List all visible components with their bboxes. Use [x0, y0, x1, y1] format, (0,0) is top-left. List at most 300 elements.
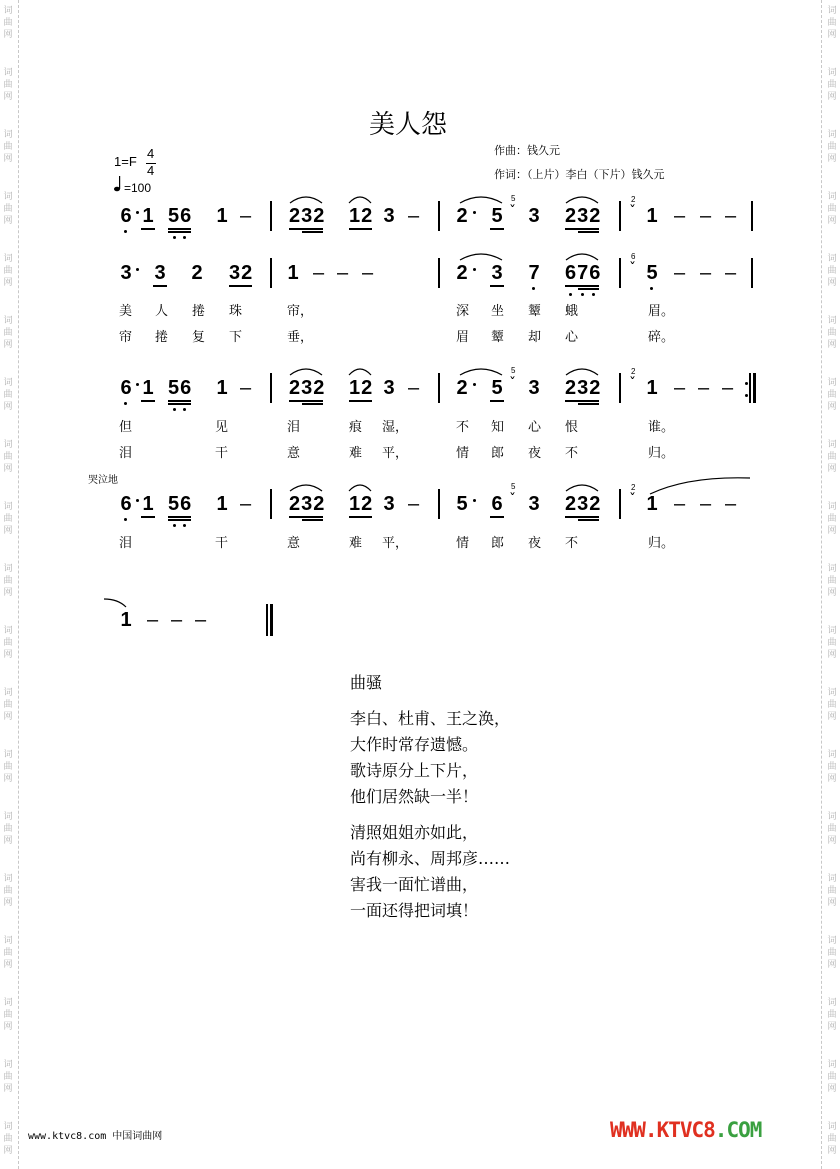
- watermark-glyph: 曲: [827, 18, 837, 28]
- lyric: 痕: [349, 420, 363, 435]
- key-signature: 1=F: [114, 154, 137, 169]
- hold-dash: –: [674, 493, 686, 515]
- hold-dash: –: [195, 609, 207, 631]
- watermark-glyph: 网: [827, 588, 837, 598]
- watermark-glyph: 曲: [827, 576, 837, 586]
- watermark-glyph: 曲: [3, 514, 13, 524]
- watermark-glyph: 词: [827, 874, 837, 884]
- lyric: 蛾: [565, 304, 579, 319]
- note-group: 56: [168, 205, 193, 227]
- eighth-underline: [490, 228, 504, 230]
- watermark-glyph: 曲: [3, 452, 13, 462]
- lyric: 捲: [192, 304, 206, 319]
- low-octave-dot: [592, 293, 595, 296]
- song-title: 美人怨: [368, 110, 447, 140]
- sixteenth-underline: [578, 231, 599, 233]
- hold-dash: –: [725, 493, 737, 515]
- lyric: 捲: [155, 330, 169, 345]
- eighth-underline: [168, 228, 191, 230]
- hold-dash: –: [408, 493, 420, 515]
- logo-suffix: .COM: [714, 1118, 762, 1142]
- lyric: 夜: [528, 536, 542, 551]
- watermark-glyph: 曲: [827, 80, 837, 90]
- note: 1: [120, 609, 132, 631]
- note: 3: [528, 493, 540, 515]
- watermark-glyph: 曲: [827, 700, 837, 710]
- watermark-glyph: 网: [827, 650, 837, 660]
- footer-logo: [610, 1118, 761, 1142]
- note: 1: [216, 377, 228, 399]
- lyric: 情: [456, 536, 470, 551]
- grace-note: 5: [511, 482, 516, 491]
- note: 2: [456, 262, 468, 284]
- hold-dash: –: [147, 609, 159, 631]
- watermark-glyph: 词: [827, 564, 837, 574]
- barline: [751, 201, 753, 231]
- poem-heading: 曲骚: [350, 673, 383, 692]
- poem-line: 害我一面忙谱曲，: [350, 875, 479, 894]
- eighth-underline: [141, 400, 155, 402]
- lyric: 心: [528, 420, 542, 435]
- augmentation-dot: [136, 211, 139, 214]
- lyric: 下: [229, 330, 243, 345]
- augmentation-dot: [136, 268, 139, 271]
- eighth-underline: [168, 516, 191, 518]
- eighth-underline: [565, 516, 599, 518]
- lyric: 颦: [528, 304, 542, 319]
- watermark-glyph: 曲: [827, 886, 837, 896]
- hold-dash: –: [674, 377, 686, 399]
- watermark-glyph: 网: [827, 526, 837, 536]
- watermark-glyph: 网: [827, 836, 837, 846]
- watermark-glyph: 网: [3, 216, 13, 226]
- right-watermark-strip: [821, 0, 840, 1169]
- watermark-glyph: 曲: [827, 328, 837, 338]
- note: 3: [528, 377, 540, 399]
- hold-dash: –: [240, 493, 252, 515]
- low-octave-dot: [124, 402, 127, 405]
- barline: [438, 489, 440, 519]
- lyric: 夜: [528, 446, 542, 461]
- note: 3: [528, 205, 540, 227]
- watermark-glyph: 网: [3, 92, 13, 102]
- eighth-underline: [349, 516, 372, 518]
- watermark-glyph: 词: [827, 254, 837, 264]
- watermark-glyph: 词: [827, 936, 837, 946]
- slur: [347, 481, 373, 493]
- watermark-glyph: 词: [827, 626, 837, 636]
- watermark-glyph: 词: [827, 6, 837, 16]
- watermark-glyph: 曲: [827, 390, 837, 400]
- hold-dash: –: [408, 205, 420, 227]
- lyric: 深: [456, 304, 470, 319]
- eighth-underline: [289, 228, 323, 230]
- watermark-glyph: 网: [827, 340, 837, 350]
- note-group: 232: [289, 377, 326, 399]
- eighth-underline: [153, 285, 167, 287]
- lyric: 恨: [565, 420, 579, 435]
- hold-dash: –: [240, 205, 252, 227]
- note: 6: [120, 205, 132, 227]
- note-group: 676: [565, 262, 602, 284]
- note: 3: [491, 262, 503, 284]
- watermark-glyph: 网: [3, 960, 13, 970]
- lyric: 意: [287, 446, 301, 461]
- hold-dash: –: [171, 609, 183, 631]
- lyric: 难: [349, 536, 363, 551]
- barline: [438, 373, 440, 403]
- watermark-glyph: 网: [827, 154, 837, 164]
- augmentation-dot: [473, 211, 476, 214]
- sixteenth-underline: [168, 403, 191, 405]
- note: 1: [646, 493, 658, 515]
- lyric: 泪: [119, 446, 133, 461]
- watermark-glyph: 词: [827, 688, 837, 698]
- repeat-dot: [745, 394, 748, 397]
- note: 6: [120, 493, 132, 515]
- watermark-glyph: 曲: [3, 638, 13, 648]
- watermark-glyph: 曲: [3, 700, 13, 710]
- low-octave-dot: [183, 524, 186, 527]
- watermark-glyph: 网: [827, 278, 837, 288]
- lyric: 人: [155, 304, 169, 319]
- slur: [288, 193, 324, 205]
- watermark-glyph: 曲: [827, 1134, 837, 1144]
- watermark-glyph: 词: [3, 316, 13, 326]
- slur: [564, 365, 600, 377]
- slur: [458, 193, 504, 205]
- eighth-underline: [141, 228, 155, 230]
- note: 3: [154, 262, 166, 284]
- note: 1: [646, 377, 658, 399]
- eighth-underline: [289, 400, 323, 402]
- watermark-glyph: 曲: [3, 948, 13, 958]
- watermark-glyph: 网: [3, 836, 13, 846]
- watermark-glyph: 词: [827, 998, 837, 1008]
- watermark-glyph: 曲: [3, 328, 13, 338]
- hold-dash: –: [722, 377, 734, 399]
- watermark-glyph: 词: [3, 1122, 13, 1132]
- lyric: 珠: [229, 304, 243, 319]
- watermark-glyph: 曲: [3, 142, 13, 152]
- barline: [438, 258, 440, 288]
- watermark-glyph: 词: [3, 68, 13, 78]
- note: 2: [456, 377, 468, 399]
- watermark-glyph: 网: [827, 960, 837, 970]
- watermark-glyph: 网: [827, 898, 837, 908]
- grace-slur-icon: ˇ: [509, 376, 516, 392]
- lyric: 干: [215, 446, 229, 461]
- hold-dash: –: [698, 377, 710, 399]
- watermark-glyph: 网: [3, 340, 13, 350]
- watermark-glyph: 网: [827, 1022, 837, 1032]
- lyric: 郎: [491, 536, 505, 551]
- watermark-glyph: 词: [3, 254, 13, 264]
- grace-note: 2: [631, 483, 636, 492]
- eighth-underline: [565, 400, 599, 402]
- eighth-underline: [141, 516, 155, 518]
- note: 1: [646, 205, 658, 227]
- grace-slur-icon: ˇ: [629, 204, 636, 220]
- lyric: 知: [491, 420, 505, 435]
- grace-slur-icon: ˇ: [629, 261, 636, 277]
- barline: [270, 201, 272, 231]
- watermark-glyph: 词: [827, 812, 837, 822]
- watermark-glyph: 词: [827, 192, 837, 202]
- note-group: 232: [565, 493, 602, 515]
- hold-dash: –: [362, 262, 374, 284]
- watermark-glyph: 网: [3, 154, 13, 164]
- watermark-glyph: 词: [3, 874, 13, 884]
- eighth-underline: [289, 516, 323, 518]
- barline: [270, 489, 272, 519]
- slur: [564, 193, 600, 205]
- lyric: 干: [215, 536, 229, 551]
- note: 1: [142, 205, 154, 227]
- sixteenth-underline: [302, 403, 323, 405]
- eighth-underline: [490, 285, 504, 287]
- note-group: 12: [349, 205, 374, 227]
- hold-dash: –: [725, 205, 737, 227]
- grace-slur-icon: ˇ: [509, 492, 516, 508]
- note-group: 232: [565, 377, 602, 399]
- watermark-glyph: 词: [3, 192, 13, 202]
- watermark-glyph: 词: [3, 378, 13, 388]
- lyric: 不: [565, 446, 579, 461]
- lyric: 心: [565, 330, 579, 345]
- low-octave-dot: [173, 524, 176, 527]
- watermark-glyph: 网: [3, 774, 13, 784]
- lyric: 不: [565, 536, 579, 551]
- watermark-glyph: 曲: [3, 18, 13, 28]
- watermark-glyph: 曲: [827, 142, 837, 152]
- lyric: 颦: [491, 330, 505, 345]
- logo-prefix: WWW.: [610, 1118, 657, 1142]
- sixteenth-underline: [578, 288, 599, 290]
- watermark-glyph: 曲: [827, 514, 837, 524]
- eighth-underline: [349, 400, 372, 402]
- eighth-underline: [490, 400, 504, 402]
- low-octave-dot: [569, 293, 572, 296]
- watermark-glyph: 词: [827, 130, 837, 140]
- watermark-glyph: 曲: [3, 80, 13, 90]
- watermark-glyph: 词: [3, 1060, 13, 1070]
- lyric: 不: [456, 420, 470, 435]
- watermark-glyph: 词: [827, 502, 837, 512]
- watermark-glyph: 网: [827, 1146, 837, 1156]
- watermark-glyph: 词: [3, 688, 13, 698]
- watermark-glyph: 词: [827, 316, 837, 326]
- grace-note: 6: [631, 252, 636, 261]
- sixteenth-underline: [578, 519, 599, 521]
- lyric: 见: [215, 420, 229, 435]
- watermark-glyph: 曲: [3, 886, 13, 896]
- poem-line: 一面还得把词填！: [350, 901, 479, 920]
- hold-dash: –: [408, 377, 420, 399]
- watermark-glyph: 词: [3, 998, 13, 1008]
- watermark-glyph: 曲: [3, 1134, 13, 1144]
- poem-line: 他们居然缺一半！: [350, 787, 479, 806]
- watermark-glyph: 词: [3, 936, 13, 946]
- barline: [619, 489, 621, 519]
- watermark-glyph: 词: [3, 626, 13, 636]
- slur: [347, 365, 373, 377]
- low-octave-dot: [581, 293, 584, 296]
- slur: [458, 365, 504, 377]
- note-group: 232: [289, 205, 326, 227]
- sixteenth-underline: [168, 231, 191, 233]
- slur: [564, 250, 600, 262]
- augmentation-dot: [473, 499, 476, 502]
- eighth-underline: [168, 400, 191, 402]
- watermark-glyph: 词: [827, 1060, 837, 1070]
- composer-credit: 作曲：钱久元: [494, 144, 560, 157]
- final-barline: [270, 604, 273, 636]
- poem-line: 大作时常存遗憾。: [350, 735, 479, 754]
- hold-dash: –: [700, 493, 712, 515]
- watermark-glyph: 网: [827, 464, 837, 474]
- poem-line: 歌诗原分上下片，: [350, 761, 479, 780]
- lyric: 归。: [648, 536, 675, 551]
- lyric: 碎。: [648, 330, 675, 345]
- logo-brand: KTVC8: [656, 1118, 715, 1142]
- poem-line: 尚有柳永、周邦彦……: [350, 849, 511, 868]
- lyric: 垂，: [287, 330, 314, 345]
- watermark-glyph: 曲: [3, 762, 13, 772]
- lyric: 难: [349, 446, 363, 461]
- watermark-glyph: 网: [827, 1084, 837, 1094]
- low-octave-dot: [183, 236, 186, 239]
- watermark-glyph: 词: [827, 378, 837, 388]
- watermark-glyph: 曲: [3, 1072, 13, 1082]
- lyric: 帘: [119, 330, 133, 345]
- note: 6: [120, 377, 132, 399]
- watermark-glyph: 曲: [827, 452, 837, 462]
- eighth-underline: [229, 285, 252, 287]
- watermark-glyph: 曲: [827, 1072, 837, 1082]
- quarter-note-icon: [114, 176, 122, 192]
- hold-dash: –: [313, 262, 325, 284]
- augmentation-dot: [136, 383, 139, 386]
- watermark-glyph: 词: [3, 750, 13, 760]
- eighth-underline: [349, 228, 372, 230]
- note-group: 32: [229, 262, 254, 284]
- low-octave-dot: [532, 287, 535, 290]
- sixteenth-underline: [302, 231, 323, 233]
- tempo-mark: =100: [124, 181, 152, 195]
- barline: [619, 373, 621, 403]
- footer-site-text: www.ktvc8.com 中国词曲网: [28, 1131, 163, 1142]
- grace-note: 2: [631, 195, 636, 204]
- watermark-glyph: 词: [827, 68, 837, 78]
- grace-note: 5: [511, 194, 516, 203]
- watermark-glyph: 曲: [3, 1010, 13, 1020]
- note: 5: [646, 262, 658, 284]
- time-signature-bottom: 4: [147, 163, 155, 178]
- note: 3: [120, 262, 132, 284]
- watermark-glyph: 网: [3, 898, 13, 908]
- lyric: 帘，: [287, 304, 314, 319]
- grace-note: 5: [511, 366, 516, 375]
- time-signature-top: 4: [147, 146, 155, 161]
- lyric: 郎: [491, 446, 505, 461]
- lyric: 泪: [119, 536, 133, 551]
- note-group: 56: [168, 377, 193, 399]
- note: 2: [456, 205, 468, 227]
- watermark-glyph: 网: [827, 774, 837, 784]
- watermark-glyph: 曲: [827, 204, 837, 214]
- watermark-glyph: 曲: [827, 266, 837, 276]
- hold-dash: –: [240, 377, 252, 399]
- watermark-glyph: 词: [3, 502, 13, 512]
- watermark-glyph: 曲: [827, 1010, 837, 1020]
- watermark-glyph: 词: [3, 6, 13, 16]
- watermark-glyph: 网: [3, 526, 13, 536]
- lyric: 平，: [382, 446, 409, 461]
- lyric: 复: [192, 330, 206, 345]
- lyric: 但: [119, 420, 133, 435]
- note: 1: [216, 205, 228, 227]
- note: 3: [383, 493, 395, 515]
- lyric: 坐: [491, 304, 505, 319]
- low-octave-dot: [124, 230, 127, 233]
- watermark-glyph: 曲: [827, 948, 837, 958]
- watermark-glyph: 曲: [3, 390, 13, 400]
- watermark-glyph: 网: [827, 92, 837, 102]
- poem-line: 清照姐姐亦如此，: [350, 823, 479, 842]
- watermark-glyph: 网: [3, 402, 13, 412]
- watermark-glyph: 曲: [827, 638, 837, 648]
- watermark-glyph: 网: [3, 650, 13, 660]
- note-group: 12: [349, 493, 374, 515]
- note: 5: [491, 205, 503, 227]
- hold-dash: –: [700, 262, 712, 284]
- grace-slur-icon: ˇ: [509, 204, 516, 220]
- watermark-glyph: 词: [3, 812, 13, 822]
- barline: [270, 258, 272, 288]
- watermark-glyph: 词: [827, 750, 837, 760]
- eighth-underline: [565, 285, 599, 287]
- hold-dash: –: [725, 262, 737, 284]
- slur: [564, 481, 600, 493]
- note-group: 232: [289, 493, 326, 515]
- lyric: 眉。: [648, 304, 675, 319]
- eighth-underline: [490, 516, 504, 518]
- lyric: 平，: [382, 536, 409, 551]
- eighth-underline: [565, 228, 599, 230]
- watermark-glyph: 词: [827, 440, 837, 450]
- watermark-glyph: 网: [3, 278, 13, 288]
- lyric: 却: [528, 330, 542, 345]
- low-octave-dot: [173, 236, 176, 239]
- hold-dash: –: [700, 205, 712, 227]
- note: 3: [383, 377, 395, 399]
- augmentation-dot: [473, 383, 476, 386]
- watermark-glyph: 网: [827, 30, 837, 40]
- note: 3: [383, 205, 395, 227]
- repeat-end-barline: [753, 373, 756, 403]
- low-octave-dot: [650, 287, 653, 290]
- barline: [266, 604, 268, 636]
- note: 5: [491, 377, 503, 399]
- note: 1: [142, 493, 154, 515]
- barline: [751, 258, 753, 288]
- hold-dash: –: [337, 262, 349, 284]
- watermark-glyph: 曲: [3, 576, 13, 586]
- lyric: 湿，: [382, 420, 409, 435]
- watermark-glyph: 曲: [827, 824, 837, 834]
- lyric: 意: [287, 536, 301, 551]
